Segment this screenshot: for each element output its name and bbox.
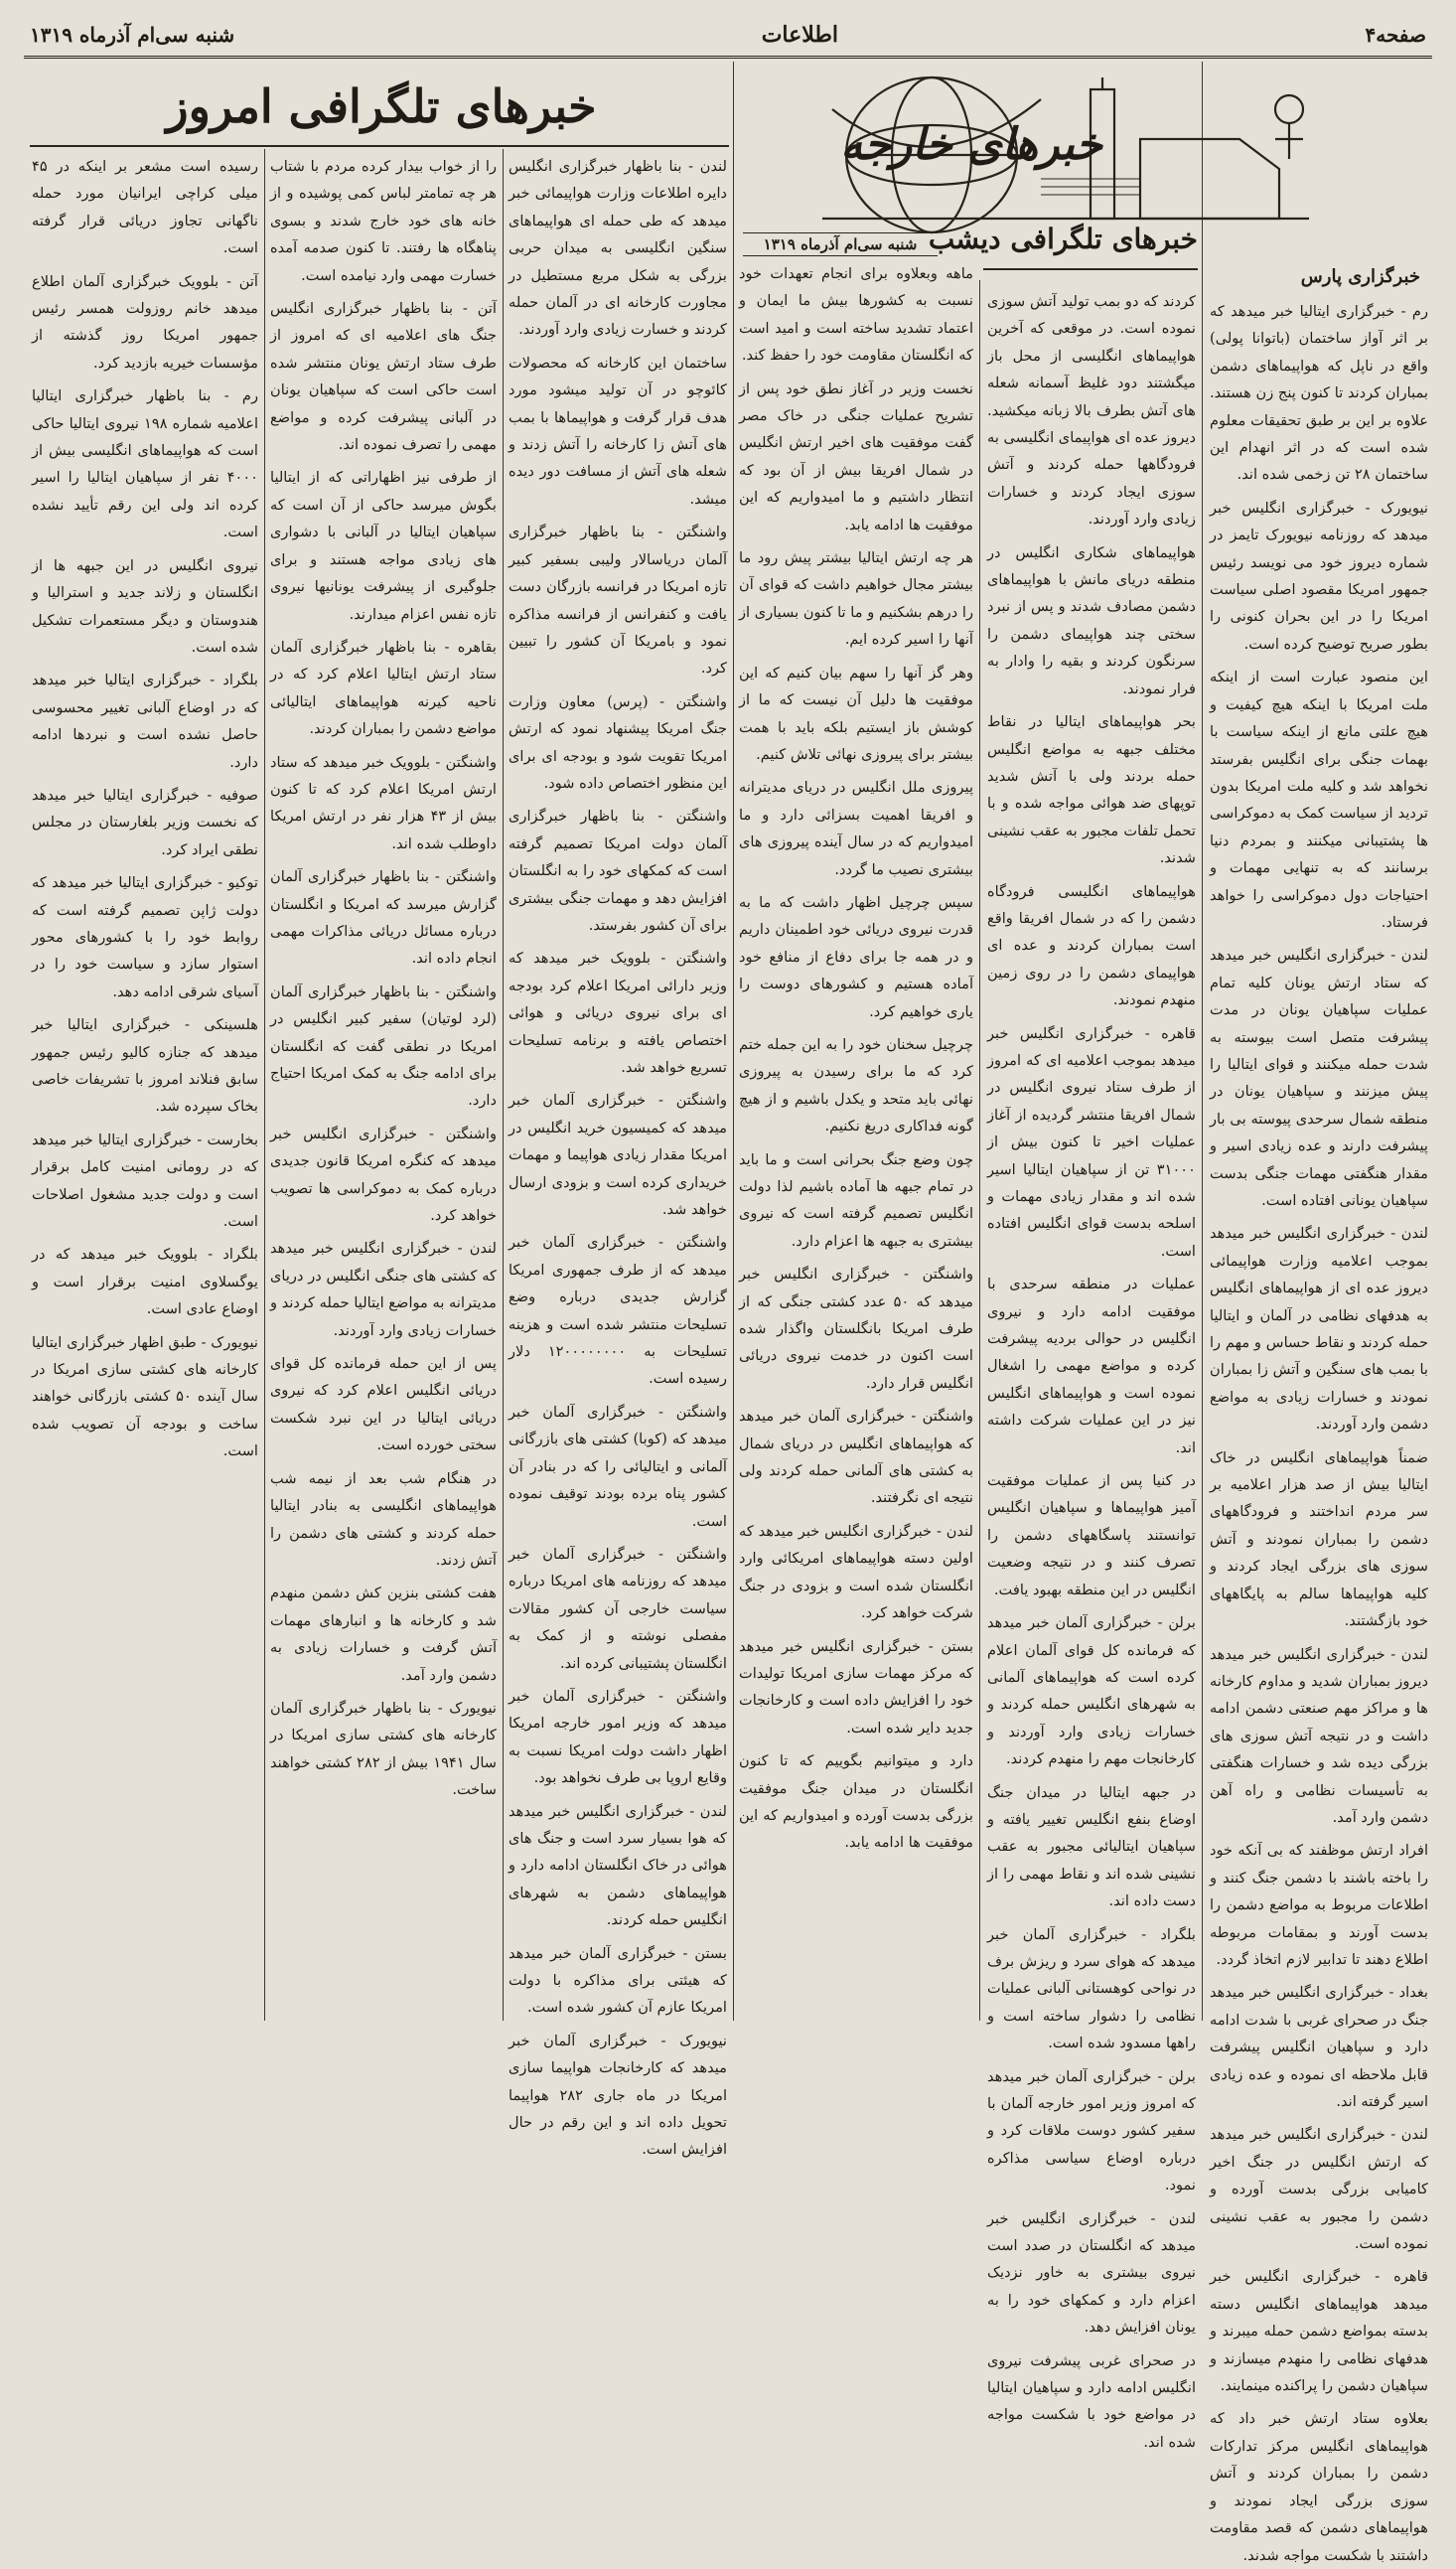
news-item: لندن - خبرگزاری انگلیس خبر میدهد که ستاد ارتش یونان کلیه تمام عملیات سپاهیان یونان در مدت پیشرفت متصل است بیوسته به شدت حمله میکنند و قوای ایتالیا را پیش میزنند و سپاهیان یونان در منطقه شمال سرحدی پیوسته بی بار پیشرفت دارند و عده زیادی اسیر و مقدار هنگفتی مهمات جنگی بدست سپاهیان یونانی افتاده است. [1210,947,1428,1209]
page-number: صفحه۴ [1365,23,1426,47]
headline-today: خبرهای تلگرافی امروز [166,79,597,133]
headline-rule [983,268,1198,270]
news-item: در جبهه ایتالیا در میدان جنگ اوضاع بنفع انگلیس تغییر یافته و سپاهیان ایتالیائی مجبور به عقب نشینی شده اند و نقاط مهمی را از دست داده اند. [987,1783,1196,1910]
news-item: لندن - خبرگزاری انگلیس خبر میدهد که کشتی های جنگی انگلیس در دریای مدیترانه به مواضع ایتالیا حمله کردند و خسارات زیادی وارد آوردند. [270,1240,497,1339]
news-item: بخارست - خبرگزاری ایتالیا خبر میدهد که در رومانی امنیت کامل برقرار است و دولت جدید مشغول اصلاحات است. [32,1131,258,1231]
news-item: رم - بنا باظهار خبرگزاری ایتالیا اعلامیه شماره ۱۹۸ نیروی ایتالیا حاکی است که هواپیماهای انگلیسی بیش از ۴۰۰۰ نفر از سپاهیان ایتالیا را اسیر کرده اند ولی این رقم تأیید نشده است. [32,387,258,541]
news-item: بلگراد - خبرگزاری آلمان خبر میدهد که هوای سرد و ریزش برف در نواحی کوهستانی آلبانی عملیات نظامی را دشوار ساخته است و راهها مسدود شده است. [987,1925,1196,2052]
news-item: واشنگتن - بنا باظهار خبرگزاری آلمان (لرد لوتیان) سفیر کبیر انگلیس در امریکا در نطقی گفت که انگلستان برای ادامه جنگ به کمک امریکا احتیاج دارد. [270,982,497,1110]
news-item: واشنگتن - خبرگزاری آلمان خبر میدهد که از طرف جمهوری امریکا گزارش جدیدی درباره وضع تسلیحات منتشر شده است و هزینه تسلیحات به ۱۲۰۰۰۰۰۰۰۰ دلار رسیده است. [509,1234,727,1388]
news-item: برلن - خبرگزاری آلمان خبر میدهد که فرمانده کل قوای آلمان اعلام کرده است که هواپیماهای آلمانی به شهرهای انگلیس حمله کردند و خسارات زیادی وارد آوردند و کارخانجات مهم را منهدم کردند. [987,1614,1196,1768]
news-item: واشنگتن - خبرگزاری انگلیس خبر میدهد که کنگره امریکا قانون جدیدی درباره کمک به دموکراسی ها تصویب خواهد کرد. [270,1125,497,1225]
news-item: نیویورک - طبق اظهار خبرگزاری ایتالیا کارخانه های کشتی سازی امریکا در سال آینده ۵۰ کشتی بازرگانی خواهند ساخت و بودجه آن تصویب شده است. [32,1333,258,1460]
news-item: واشنگتن - خبرگزاری انگلیس خبر میدهد که ۵۰ عدد کشتی جنگی که از طرف امریکا بانگلستان واگذار شده است اکنون در خدمت نیروی دریائی انگلیس قرار دارد. [739,1266,973,1392]
news-item: واشنگتن - بنا باظهار خبرگزاری آلمان دریاسالار ولیبی بسفیر کبیر تازه امریکا در فرانسه بازرگان دست یافت و کنفرانس از فرانسه مذاکره نمود و بامریکا آن کشور را تبیین کرد. [509,524,727,678]
news-item: واشنگتن - بنا باظهار خبرگزاری آلمان دولت امریکا تصمیم گرفته است که کمکهای خود را به انگلستان افزایش دهد و مهمات جنگی بیشتری برای آن کشور بفرستد. [509,808,727,934]
column-2 [987,288,1196,2451]
news-item: صوفیه - خبرگزاری ایتالیا خبر میدهد که نخست وزیر بلغارستان در مجلس نطقی ایراد کرد. [32,786,258,858]
column-6 [32,153,258,2015]
news-item: لندن - خبرگزاری انگلیس خبر میدهد که انگلستان در صدد است نیروی بیشتری به خاور نزدیک اعزام دارد و کمکهای خود را به یونان افزایش دهد. [987,2209,1196,2337]
news-item: نیویورک - بنا باظهار خبرگزاری آلمان کارخانه های کشتی سازی امریکا در سال ۱۹۴۱ بیش از ۲۸۲ کشتی خواهند ساخت. [270,1699,498,1799]
news-item: هفت کشتی بنزین کش دشمن منهدم شد و کارخانه ها و انبارهای مهمات آتش گرفت و خسارات زیادی به دشمن وارد آمد. [270,1585,497,1684]
news-item: ماهه وبعلاوه برای انجام تعهدات خود نسبت به کشورها بیش ما ایمان و اعتماد تشدید ساخته است و امید است که انگلستان مقاومت خود را حفظ کند. [739,265,973,365]
news-item: بقاهره - بنا باظهار خبرگزاری آلمان ستاد ارتش ایتالیا اعلام کرد که در ناحیه کیرنه هواپیماهای ایتالیائی مواضع دشمن را بمباران کردند. [270,638,497,738]
news-item: رم - خبرگزاری ایتالیا خبر میدهد که بر اثر آواز ساختمان (باتوانا پولی) واقع در ناپل که هواپیماهای دشمن بمباران کردند تا کنون پنج زن هستند. علاوه بر این بر طبق تحقیقات معلوم شده است که در اثر انهدام این ساختمان ۲۸ تن زخمی شده اند. [1210,303,1428,484]
news-item: بستن - خبرگزاری انگلیس خبر میدهد که مرکز مهمات سازی امریکا تولیدات خود را افزایش داده است و کارخانجات جدید دایر شده است. [739,1637,973,1737]
news-item: نخست وزیر در آغاز نطق خود پس از تشریح عملیات جنگی در خاک مصر گفت موفقیت های اخیر ارتش انگلیس در شمال افریقا بیش از آن بود که انتظار داشتیم و ما امیدواریم که این موفقیت ها ادامه یابد. [739,379,973,533]
header-rule [24,56,1432,59]
news-item: در صحرای غربی پیشرفت نیروی انگلیس ادامه دارد و سپاهیان ایتالیا در مواضع خود با شکست مواجه شده اند. [987,2351,1196,2451]
news-item: ساختمان این کارخانه که محصولات کائوچو در آن تولید میشود مورد هدف قرار گرفت و هواپیماها با بمب های آتش زا کارخانه را آتش زدند و شعله های آتش از مسافت دور دیده میشد. [509,354,727,508]
news-item: واشنگتن - بنا باظهار خبرگزاری آلمان گزارش میرسد که امریکا و انگلستان درباره مسائل دریائی مذاکرات مهمی انجام داده اند. [270,868,497,968]
column-rule [503,149,504,2021]
column-1 [1210,298,1428,2564]
news-item: دارد و میتوانیم بگوییم که تا کنون انگلستان در میدان جنگ موفقیت بزرگی بدست آورده و امیدواریم که این موفقیت ها ادامه یابد. [739,1752,973,1852]
news-item: هواپیماهای انگلیسی فرودگاه دشمن را که در شمال افریقا واقع است بمباران کردند و عده ای هواپیمای دشمن را در روی زمین منهدم نمودند. [987,882,1196,1009]
news-item: واشنگتن - بلوویک خبر میدهد که وزیر دارائی امریکا اعلام کرد بودجه ای برای نیروی دریائی و هوائی اختصاص یافته و برنامه تسلیحات تسریع خواهد شد. [509,950,727,1076]
news-item: نیروی انگلیس در این جبهه ها از انگلستان و زلاند جدید و استرالیا و هندوستان و دیگر مستعمرات تشکیل شده است. [32,556,258,656]
column-rule [264,149,265,2021]
news-item: وهر گز آنها را سهم بیان کنیم که این موفقیت ها دلیل آن نیست که ما از کوشش باز ایستیم بلکه باید با همت بیشتر برای پیروزی نهائی تلاش کنیم. [739,664,973,763]
news-item: واشنگتن - بلوویک خبر میدهد که ستاد ارتش امریکا اعلام کرد که تا کنون بیش از ۴۳ هزار نفر در ارتش امریکا داوطلب شده اند. [270,753,498,852]
paper-name: اطلاعات [761,22,838,48]
news-item: بغداد - خبرگزاری انگلیس خبر میدهد جنگ در صحرای غربی با شدت ادامه دارد و سپاهیان انگلیس پیشرفت قابل ملاحظه ای نموده و عده زیادی اسیر گرفته اند. [1210,1984,1428,2110]
issue-date: شنبه سی‌ام آذرماه ۱۳۱۹ [30,23,235,47]
news-item: واشنگتن - خبرگزاری آلمان خبر میدهد که روزنامه های امریکا درباره سیاست خارجی آن کشور مقالات مفصلی نوشته و از کمک به انگلستان پشتیبانی کرده اند. [509,1545,727,1672]
news-item: واشنگتن - خبرگزاری آلمان خبر میدهد که (کوبا) کشتی های بازرگانی آلمانی و ایتالیائی را که در بنادر آن کشور پناه برده بودند توقیف نموده است. [509,1403,727,1530]
news-item: لندن - بنا باظهار خبرگزاری انگلیس دایره اطلاعات وزارت هواپیمائی خبر میدهد که طی حمله ای هواپیماهای سنگین انگلیسی به میدان حربی بزرگی به شکل مربع مستطیل در مجاورت کارخانه ای در آلمان حمله کردند و خسارت زیادی وارد آوردند. [509,158,727,339]
news-item: قاهره - خبرگزاری انگلیس خبر میدهد هواپیماهای انگلیس دسته بدسته بمواضع دشمن حمله میبرند و هدفهای نظامی را منهدم میسازند و سپاهیان دشمن را پراکنده مینمایند. [1210,2268,1428,2395]
page-header [30,18,1426,52]
news-item: هواپیماهای شکاری انگلیس در منطقه دریای مانش با هواپیماهای دشمن مصادف شدند و پس از نبرد سختی چند هواپیمای دشمن را سرنگون کردند و بقیه را وادار به فرار نمودند. [987,543,1196,697]
column-rule [1202,62,1203,2021]
news-item: هلسینکی - خبرگزاری ایتالیا خبر میدهد که جنازه کالیو رئیس جمهور سابق فنلاند امروز با تشریفات خاصی بخاک سپرده شد. [32,1016,258,1116]
news-item: واشنگتن - خبرگزاری آلمان خبر میدهد که کمیسیون خرید انگلیس در امریکا مقدار زیادی هواپیما و مهمات خریداری کرده است و بزودی ارسال خواهد شد. [509,1092,727,1219]
news-item: در کنیا پس از عملیات موفقیت آمیز هواپیماها و سپاهیان انگلیس توانستند پاسگاههای دشمن را تصرف کنند و در نتیجه وضعیت انگلیس در این منطقه بهبود یافت. [987,1472,1196,1598]
dateline: شنبه سی‌ام آذرماه ۱۳۱۹ [743,232,938,256]
news-item: چرچیل سخنان خود را به این جمله ختم کرد که ما برای رسیدن به پیروزی نهائی باید متحد و یکدل باشیم و از هیچ گونه فداکاری دریغ نکنیم. [739,1035,973,1135]
column-4 [509,153,727,2159]
news-item: لندن - خبرگزاری انگلیس خبر میدهد که اولین دسته هواپیماهای امریکائی وارد انگلستان شده است و بزودی در جنگ شرکت خواهد کرد. [739,1522,973,1622]
news-item: واشنگتن - (پرس) معاون وزارت جنگ امریکا پیشنهاد نمود که ارتش امریکا تقویت شود و بودجه ای برای این منظور اختصاص داده شود. [509,692,727,792]
news-item: افراد ارتش موظفند که بی آنکه خود را باخته باشند با دشمن جنگ کنند و اطلاعات مربوط به مواضع دشمن را بدست آورند و بمقامات مربوطه اطلاع دهند تا تدابیر لازم اتخاذ گردد. [1210,1842,1428,1968]
news-item: بلگراد - خبرگزاری ایتالیا خبر میدهد که در اوضاع آلبانی تغییر محسوسی حاصل نشده است و نبردها ادامه دارد. [32,672,258,771]
news-agency-label: خبرگزاری پارس [1300,266,1420,287]
news-item: سپس چرچیل اظهار داشت که ما به قدرت نیروی دریائی خود اطمینان داریم و در همه جا برای دفاع از منافع خود آماده هستیم و کشورهای دوست را یاری خواهیم کرد. [739,893,973,1020]
news-item: لندن - خبرگزاری انگلیس خبر میدهد بموجب اعلامیه وزارت هواپیمائی دیروز عده ای از هواپیماهای انگلیس به هدفهای نظامی در آلمان و ایتالیا حمله کردند و نقاط حساس و مهم را با بمب های سنگین و آتش زا بمباران نمودند و خسارات زیادی به مواضع دشمن وارد آوردند. [1210,1225,1428,1434]
news-item: بستن - خبرگزاری آلمان خبر میدهد که هیئتی برای مذاکره با دولت امریکا عازم آن کشور شده است. [509,1944,727,2017]
news-item: پس از این حمله فرمانده کل قوای دریائی انگلیس اعلام کرد که نیروی دریائی ایتالیا در این نبرد شکست سختی خورده است. [270,1355,497,1454]
news-item: نیویورک - خبرگزاری آلمان خبر میدهد که کارخانجات هواپیما سازی امریکا در ماه جاری ۲۸۲ هواپیما تحویل داده اند و این رقم در حال افزایش است. [509,2032,727,2159]
column-5 [270,153,497,2015]
news-item: بلگراد - بلوویک خبر میدهد که در یوگسلاوی امنیت برقرار است و اوضاع عادی است. [32,1246,258,1318]
column-rule [979,280,980,2021]
news-item: را از خواب بیدار کرده مردم با شتاب هر چه تمامتر لباس کمی پوشیده و از خانه های خود خارج شدند و بسوی پناهگاه ها رفتند. تا کنون صدمه آمده خسارت مهمی وارد نیامده است. [270,158,497,284]
news-item: واشنگتن - خبرگزاری آلمان خبر میدهد که وزیر امور خارجه امریکا اظهار داشت دولت امریکا نسبت به وقایع اروپا بی طرف نخواهد بود. [509,1687,727,1787]
news-item: لندن - خبرگزاری انگلیس خبر میدهد دیروز بمباران شدید و مداوم کارخانه ها و مراکز مهم صنعتی دشمن ادامه داشت و در نتیجه آتش سوزی های بزرگی دیده شد و خسارات هنگفتی به تأسیسات نظامی و راه آهن دشمن وارد آمد. [1210,1645,1428,1826]
news-item: توکیو - خبرگزاری ایتالیا خبر میدهد که دولت ژاپن تصمیم گرفته است که روابط خود را با کشورهای محور استوار سازد و سیاست خود را در آسیای شرقی ادامه دهد. [32,874,258,1000]
headline-last-night: خبرهای تلگرافی دیشب [928,223,1198,255]
news-item: کردند که دو بمب تولید آتش سوزی نموده است. در موقعی که آخرین هواپیماهای انگلیسی از محل باز میگشتند دود غلیظ آسمانه شعله های آتش بطرف بالا زبانه میکشید. دیروز عده ای هواپیمای انگلیسی به فرودگاهها حمله کردند و آتش سوزی ایجاد کردند و خسارات زیادی وارد آوردند. [987,293,1196,529]
news-item: رسیده است مشعر بر اینکه در ۴۵ میلی کراچی ایرانیان مورد حمله ناگهانی تجاوز دریائی قرار گرفته است. [32,158,258,257]
headline-rule [30,145,729,147]
news-item: پیروزی ملل انگلیس در دریای مدیترانه و افریقا اهمیت بسزائی دارد و ما امیدواریم که در سال آینده پیروزی های بیشتری نصیب ما گردد. [739,779,973,878]
news-item: بعلاوه ستاد ارتش خبر داد که هواپیماهای انگلیس مرکز تدارکات دشمن را بمباران کردند و آتش سوزی بزرگی ایجاد نمودند و هواپیماهای دشمن که قصد مقاومت داشتند با شکست مواجه شدند. [1210,2410,1428,2564]
news-item: ضمناً هواپیماهای انگلیس در خاک ایتالیا بیش از صد هزار اعلامیه بر سر مردم انداختند و فرودگاههای دشمن را بمباران نمودند و آتش سوزی های بزرگی ایجاد کردند و کلیه هواپیماها سالم به پایگاههای خود بازگشتند. [1210,1448,1428,1630]
news-item: این منصود عبارت است از اینکه ملت امریکا با اینکه هیچ کیفیت و هیچ علتی مانع از اینکه سیاست با بهمات جنگی برای انگلیس بفرستد نخواهد شد و کلیه ملت امریکا بدون تردید از سیاست کمک به دموکراسی ها پشتیبانی میکنند و بمردم دنیا برسانند که به تنهایی مهمات و احتیاجات دول دموکراسی را خواهد فرستاد. [1210,669,1428,931]
news-item: برلن - خبرگزاری آلمان خبر میدهد که امروز وزیر امور خارجه آلمان با سفیر کشور دوست ملاقات کرد و درباره اوضاع سیاسی مذاکره نمود. [987,2067,1196,2194]
news-item: از طرفی نیز اظهاراتی که از ایتالیا بگوش میرسد حاکی از آن است که سپاهیان ایتالیا در آلبانی با دشواری های زیادی مواجه هستند و برای جلوگیری از پیشرفت یونانیها نیروی تازه نفس اعزام میدارند. [270,469,497,623]
news-item: بحر هواپیماهای ایتالیا در نقاط مختلف جبهه به مواضع انگلیس حمله بردند ولی با آتش شدید توپهای ضد هوائی مواجه شده و با تحمل تلفات مجبور به عقب نشینی شدند. [987,713,1196,867]
news-item: واشنگتن - خبرگزاری آلمان خبر میدهد که هواپیماهای انگلیس در دریای شمال به کشتی های آلمانی حمله کردند ولی نتیجه ای نگرفتند. [739,1408,973,1507]
news-item: آتن - بنا باظهار خبرگزاری انگلیس جنگ های اعلامیه ای که امروز از طرف ستاد ارتش یونان منتشر شده است حاکی است که سپاهیان یونان در آلبانی پیشرفت کرده و مواضع مهمی را تصرف نموده اند. [270,300,497,454]
news-item: عملیات در منطقه سرحدی با موفقیت ادامه دارد و نیروی انگلیس در حوالی بردیه پیشرفت کرده و مواضع مهمی را اشغال نموده است و هواپیماهای انگلیس نیز در این عملیات شرکت داشته اند. [987,1276,1196,1456]
news-item: در هنگام شب بعد از نیمه شب هواپیماهای انگلیسی به بنادر ایتالیا حمله کردند و کشتی های دشمن را آتش زدند. [270,1469,497,1569]
news-item: هر چه ارتش ایتالیا بیشتر پیش رود ما بیشتر مجال خواهیم داشت که قوای آن را درهم بشکنیم و ما تا کنون بسیاری از آنها را اسیر کرده ایم. [739,549,973,649]
foreign-news-title: خبرهای خارجه [840,119,1102,170]
news-item: لندن - خبرگزاری انگلیس خبر میدهد که ارتش انگلیس در جنگ اخیر کامیابی بزرگی بدست آورده و دشمن را مجبور به عقب نشینی نموده است. [1210,2126,1428,2253]
news-item: قاهره - خبرگزاری انگلیس خبر میدهد بموجب اعلامیه ای که امروز از طرف ستاد نیروی انگلیس در شمال افریقا منتشر گردیده از آغاز عملیات اخیر تا کنون بیش از ۳۱۰۰۰ تن از سپاهیان ایتالیا اسیر شده اند و مقدار زیادی مهمات و اسلحه بدست قوای انگلیس افتاده است. [987,1024,1196,1260]
news-item: لندن - خبرگزاری انگلیس خبر میدهد که هوا بسیار سرد است و جنگ های هوائی در خاک انگلستان ادامه دارد و هواپیماهای دشمن به شهرهای انگلیس حمله کردند. [509,1802,727,1929]
news-item: نیویورک - خبرگزاری انگلیس خبر میدهد که روزنامه نیویورک تایمز در شماره دیروز خود می نویسد رئیس جمهور امریکا مقصود اصلی سیاست امریکا را در این بحران کنونی را بطور صریح توضیح کرده است. [1210,499,1428,653]
news-item: چون وضع جنگ بحرانی است و ما باید در تمام جبهه ها آماده باشیم لذا دولت انگلیس تصمیم گرفته است که نیروی بیشتری به جبهه ها اعزام دارد. [739,1150,973,1250]
column-rule [733,62,734,2021]
column-3 [739,260,973,2015]
news-item: آتن - بلوویک خبرگزاری آلمان اطلاع میدهد خانم روزولت همسر رئیس جمهور امریکا روز گذشته از مؤسسات خیریه بازدید کرد. [32,272,258,372]
